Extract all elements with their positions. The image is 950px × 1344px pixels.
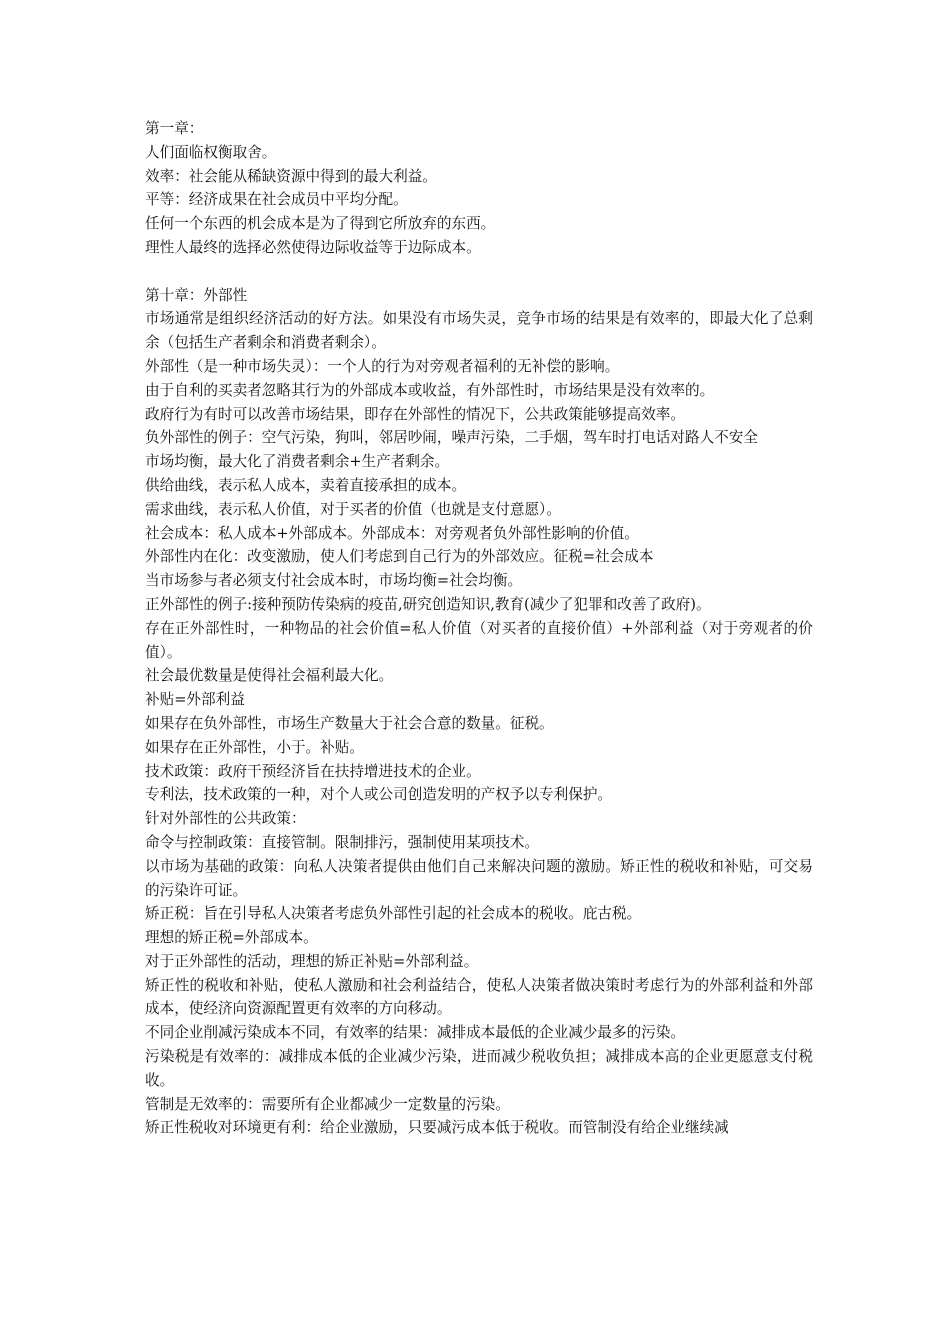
chapter-10-line: 存在正外部性时，一种物品的社会价值=私人价值（对买者的直接价值）+外部利益（对于旁观者的价值）。	[145, 619, 813, 661]
chapter-10-line: 不同企业削减污染成本不同，有效率的结果：减排成本最低的企业减少最多的污染。	[145, 1024, 685, 1042]
chapter-10-line: 如果存在负外部性，市场生产数量大于社会合意的数量。征税。	[145, 714, 554, 732]
chapter-10-line: 外部性内在化：改变激励，使人们考虑到自己行为的外部效应。征税=社会成本	[145, 548, 654, 566]
chapter-10-line: 当市场参与者必须支付社会成本时，市场均衡=社会均衡。	[145, 572, 523, 590]
chapter-10-line: 需求曲线，表示私人价值，对于买者的价值（也就是支付意愿）。	[145, 500, 561, 518]
chapter-10-line: 专利法，技术政策的一种，对个人或公司创造发明的产权予以专利保护。	[145, 786, 613, 804]
chapter-10-line: 由于自利的买卖者忽略其行为的外部成本或收益，有外部性时，市场结果是没有效率的。	[145, 381, 715, 399]
chapter-10-line: 矫正性税收对环境更有利：给企业激励，只要减污成本低于税收。而管制没有给企业继续减	[145, 1119, 729, 1137]
chapter-10-line: 社会成本：私人成本+外部成本。外部成本：对旁观者负外部性影响的价值。	[145, 524, 639, 542]
chapter-10-line: 污染税是有效率的：减排成本低的企业减少污染，进而减少税收负担；减排成本高的企业更愿意支付税收。	[145, 1048, 813, 1089]
chapter-10-line: 对于正外部性的活动，理想的矫正补贴=外部利益。	[145, 952, 479, 970]
chapter-10-line: 市场均衡，最大化了消费者剩余+生产者剩余。	[145, 453, 450, 471]
chapter-10-line: 社会最优数量是使得社会福利最大化。	[145, 667, 394, 685]
chapter-10-line: 矫正税：旨在引导私人决策者考虑负外部性引起的社会成本的税收。庇古税。	[145, 905, 642, 923]
chapter-10-line: 如果存在正外部性，小于。补贴。	[145, 738, 364, 756]
chapter-10-line: 矫正性的税收和补贴，使私人激励和社会利益结合，使私人决策者做决策时考虑行为的外部利益和外部成本，使经济向资源配置更有效率的方向移动。	[145, 976, 813, 1018]
chapter-10-line: 以市场为基础的政策：向私人决策者提供由他们自己来解决问题的激励。矫正性的税收和补贴，可交易的污染许可证。	[145, 857, 813, 899]
chapter-10-line: 命令与控制政策：直接管制。限制排污，强制使用某项技术。	[145, 833, 540, 851]
chapter-10-line: 外部性（是一种市场失灵）：一个人的行为对旁观者福利的无补偿的影响。	[145, 357, 620, 375]
chapter-10-line: 负外部性的例子：空气污染，狗叫，邻居吵闹，噪声污染，二手烟，驾车时打电话对路人不安全	[145, 429, 758, 447]
chapter-1-line: 效率：社会能从稀缺资源中得到的最大利益。	[145, 167, 437, 185]
document-body	[145, 117, 813, 1140]
chapter-10-line: 供给曲线，表示私人成本，卖着直接承担的成本。	[145, 476, 467, 494]
chapter-10-line: 针对外部性的公共政策：	[145, 810, 306, 828]
chapter-10-line: 补贴=外部利益	[145, 691, 245, 709]
section-spacer	[145, 260, 813, 284]
chapter-10-line: 管制是无效率的：需要所有企业都减少一定数量的污染。	[145, 1095, 510, 1113]
chapter-1-line: 平等：经济成果在社会成员中平均分配。	[145, 191, 408, 209]
chapter-10-heading: 第十章：外部性	[145, 286, 248, 304]
chapter-10-line: 政府行为有时可以改善市场结果，即存在外部性的情况下，公共政策能够提高效率。	[145, 405, 685, 423]
chapter-1-heading: 第一章：	[145, 120, 204, 137]
chapter-1-line: 任何一个东西的机会成本是为了得到它所放弃的东西。	[145, 215, 496, 233]
chapter-10-line: 正外部性的例子:接种预防传染病的疫苗,研究创造知识,教育(减少了犯罪和改善了政府)。	[145, 595, 711, 613]
chapter-10-line: 理想的矫正税=外部成本。	[145, 929, 318, 947]
chapter-1-line: 人们面临权衡取舍。	[145, 143, 277, 161]
chapter-10-line: 市场通常是组织经济活动的好方法。如果没有市场失灵，竞争市场的结果是有效率的，即最大化了总剩余（包括生产者剩余和消费者剩余）。	[145, 310, 813, 352]
chapter-1-line: 理性人最终的选择必然使得边际收益等于边际成本。	[145, 238, 481, 256]
chapter-10-line: 技术政策：政府干预经济旨在扶持增进技术的企业。	[145, 762, 481, 780]
